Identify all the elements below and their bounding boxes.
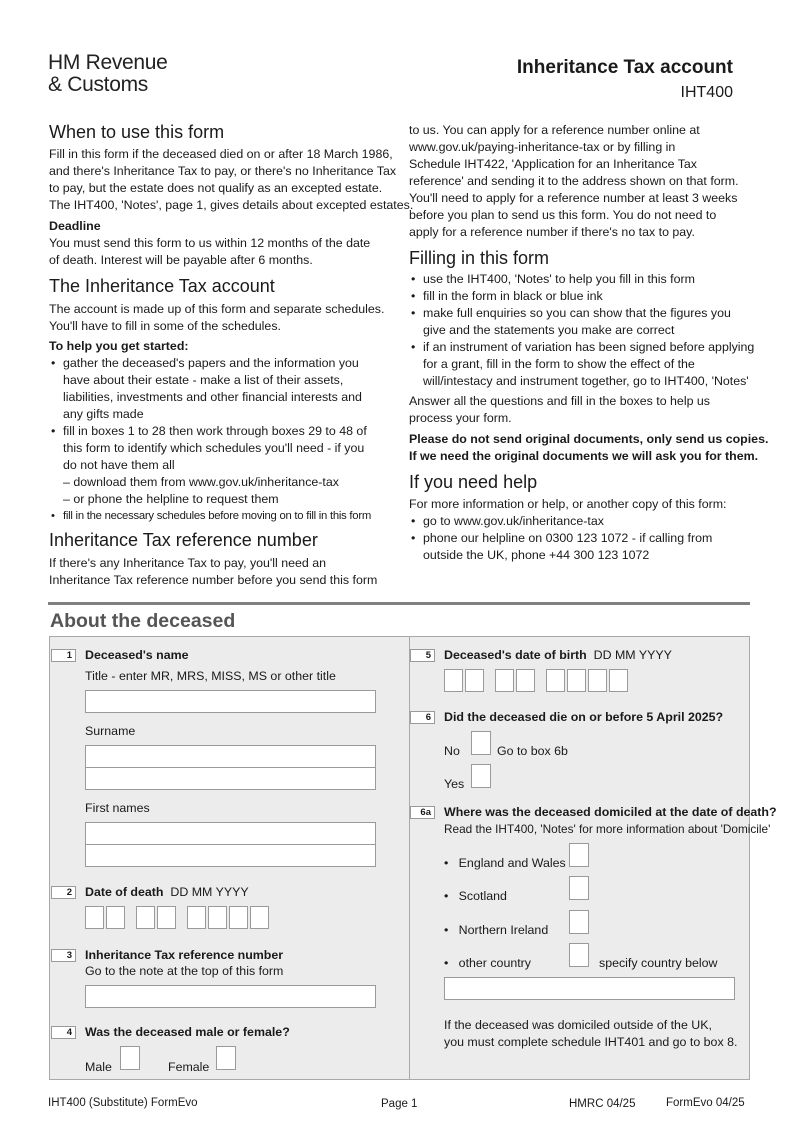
- list-item: • fill in the form in black or blue ink: [409, 288, 754, 305]
- reference-number-field[interactable]: [85, 985, 376, 1008]
- surname-field-line-2[interactable]: [85, 767, 376, 790]
- date-of-birth-month-digit-2[interactable]: [516, 669, 535, 692]
- box-number-1: 1: [51, 649, 76, 662]
- domicile-label: Where was the deceased domiciled at the date of death?: [444, 805, 777, 819]
- help-list: [409, 513, 754, 564]
- text-line: of death. Interest will be payable after 6 months.: [49, 253, 313, 267]
- text-line: reference' and sending it to the address shown on that form.: [409, 174, 739, 188]
- box-number-3: 3: [51, 949, 76, 962]
- logo-line-2: & Customs: [48, 73, 148, 96]
- northern-ireland-checkbox[interactable]: [569, 910, 589, 934]
- surname-field-line-1[interactable]: [85, 745, 376, 768]
- account-paragraph: [49, 301, 384, 335]
- box-number-5: 5: [410, 649, 435, 662]
- date-of-death-month-digit-2[interactable]: [157, 906, 176, 929]
- date-of-birth-day-digit-1[interactable]: [444, 669, 463, 692]
- reference-paragraph-continued: [409, 122, 739, 241]
- column-divider: [409, 636, 410, 1080]
- date-format-hint: DD MM YYYY: [593, 648, 672, 662]
- surname-label: Surname: [85, 724, 136, 738]
- text-line: The account is made up of this form and separate schedules.: [49, 302, 385, 316]
- other-country-checkbox[interactable]: [569, 943, 589, 967]
- logo-line-1: HM Revenue: [48, 51, 168, 74]
- text-line: Fill in this form if the deceased died on or after 18 March 1986,: [49, 147, 393, 161]
- date-of-birth-label: Deceased's date of birth DD MM YYYY: [444, 648, 672, 662]
- female-checkbox[interactable]: [216, 1046, 236, 1070]
- help-paragraph: [409, 496, 726, 513]
- text-line: If there's any Inheritance Tax to pay, you'll need an: [49, 556, 327, 570]
- text-line: process your form.: [409, 411, 512, 425]
- list-item: • fill in boxes 1 to 28 then work through boxes 29 to 48 of this form to identify which schedules you'll need - if you do not have them all: [49, 423, 399, 474]
- box-number-6a: 6a: [410, 806, 435, 819]
- date-of-death-year-digit-4[interactable]: [250, 906, 269, 929]
- deadline-paragraph: [49, 235, 370, 269]
- text-line: For more information or help, or another copy of this form:: [409, 497, 727, 511]
- text-line: Please do not send original documents, only send us copies.: [409, 432, 769, 446]
- list-item: • go to www.gov.uk/inheritance-tax: [409, 513, 754, 530]
- domicile-option-northern-ireland: • Northern Ireland: [444, 923, 549, 937]
- first-names-label: First names: [85, 801, 150, 815]
- date-of-death-year-digit-1[interactable]: [187, 906, 206, 929]
- domicile-option-england-wales: • England and Wales: [444, 856, 566, 870]
- text-line: www.gov.uk/paying-inheritance-tax or by filling in: [409, 140, 676, 154]
- footer-hmrc-version: HMRC 04/25: [569, 1098, 636, 1110]
- domicile-option-other-country: • other country: [444, 956, 531, 970]
- list-item: • make full enquiries so you can show that the figures you give and the statements you make are correct: [409, 305, 754, 339]
- first-names-field-line-2[interactable]: [85, 844, 376, 867]
- footer-formevo-version: FormEvo 04/25: [666, 1097, 745, 1109]
- hmrc-logo: [48, 52, 168, 96]
- date-of-birth-day-digit-2[interactable]: [465, 669, 484, 692]
- date-of-death-day-digit-2[interactable]: [106, 906, 125, 929]
- domicile-option-scotland: • Scotland: [444, 889, 507, 903]
- yes-checkbox[interactable]: [471, 764, 491, 788]
- deadline-label: Deadline: [49, 219, 101, 233]
- date-of-death-year-digit-2[interactable]: [208, 906, 227, 929]
- text-line: before you plan to send us this form. You do not need to: [409, 208, 717, 222]
- box-number-6: 6: [410, 711, 435, 724]
- date-of-death-label: Date of death DD MM YYYY: [85, 885, 249, 899]
- list-item: • phone our helpline on 0300 123 1072 - if calling from outside the UK, phone +44 300 123 1072: [409, 530, 754, 564]
- text-line: Answer all the questions and fill in the boxes to help us: [409, 394, 710, 408]
- date-of-birth-month-digit-1[interactable]: [495, 669, 514, 692]
- text-line: You'll need to apply for a reference number at least 3 weeks: [409, 191, 738, 205]
- text-line: You must send this form to us within 12 months of the date: [49, 236, 371, 250]
- no-checkbox[interactable]: [471, 731, 491, 755]
- specify-country-note: specify country below: [599, 956, 718, 970]
- date-of-birth-year-digit-2[interactable]: [567, 669, 586, 692]
- filling-list: [409, 271, 754, 390]
- heading-need-help: If you need help: [409, 472, 538, 492]
- list-item: • fill in the necessary schedules before moving on to fill in this form: [49, 508, 399, 525]
- date-format-hint: DD MM YYYY: [170, 885, 249, 899]
- bullet: •: [444, 923, 449, 937]
- bullet: •: [444, 856, 449, 870]
- title-field[interactable]: [85, 690, 376, 713]
- date-of-birth-year-digit-3[interactable]: [588, 669, 607, 692]
- text-line: Schedule IHT422, 'Application for an Inheritance Tax: [409, 157, 697, 171]
- bullet: •: [444, 889, 449, 903]
- section-title: About the deceased: [50, 610, 236, 632]
- first-names-field-line-1[interactable]: [85, 822, 376, 845]
- deceased-name-label: Deceased's name: [85, 648, 189, 662]
- yes-label: Yes: [444, 777, 465, 791]
- male-female-label: Was the deceased male or female?: [85, 1025, 290, 1039]
- heading-filling-in: Filling in this form: [409, 248, 550, 268]
- domicile-instruction: Read the IHT400, 'Notes' for more information about 'Domicile': [444, 822, 771, 836]
- form-title: Inheritance Tax account: [516, 57, 733, 78]
- text-line: Inheritance Tax reference number before you send this form: [49, 573, 378, 587]
- male-label: Male: [85, 1060, 112, 1074]
- text-line: If we need the original documents we will ask you for them.: [409, 449, 759, 463]
- died-before-date-label: Did the deceased die on or before 5 April 2025?: [444, 710, 724, 724]
- box-number-2: 2: [51, 886, 76, 899]
- text-line: The IHT400, 'Notes', page 1, gives details about excepted estates.: [49, 198, 414, 212]
- other-country-field[interactable]: [444, 977, 735, 1000]
- footer-form-id: IHT400 (Substitute) FormEvo: [48, 1097, 198, 1109]
- date-of-birth-year-digit-1[interactable]: [546, 669, 565, 692]
- list-subitem: – download them from www.gov.uk/inheritance-tax: [63, 475, 339, 489]
- date-of-birth-year-digit-4[interactable]: [609, 669, 628, 692]
- heading-reference-number: Inheritance Tax reference number: [49, 530, 318, 550]
- date-of-death-month-digit-1[interactable]: [136, 906, 155, 929]
- domicile-outside-uk-note: [444, 1017, 737, 1051]
- scotland-checkbox[interactable]: [569, 876, 589, 900]
- get-started-list: [49, 355, 399, 525]
- list-subitem: – or phone the helpline to request them: [63, 492, 279, 506]
- bullet: •: [444, 956, 449, 970]
- date-of-death-day-digit-1[interactable]: [85, 906, 104, 929]
- text-line: to pay, but the estate does not qualify as an excepted estate.: [49, 181, 383, 195]
- list-item: • gather the deceased's papers and the information you have about their estate - make a list of their assets, liabilities, investments and other financial interests and any gifts made: [49, 355, 399, 423]
- male-checkbox[interactable]: [120, 1046, 140, 1070]
- text-line: You'll have to fill in some of the schedules.: [49, 319, 281, 333]
- date-of-death-year-digit-3[interactable]: [229, 906, 248, 929]
- reference-number-instruction: Go to the note at the top of this form: [85, 964, 284, 978]
- go-to-box-6b-note: Go to box 6b: [497, 744, 568, 758]
- section-rule: [48, 602, 750, 605]
- box-number-4: 4: [51, 1026, 76, 1039]
- list-item: • if an instrument of variation has been signed before applying for a grant, fill in the form to show the effect of the will/intestacy and instrument together, go to IHT400, 'Notes': [409, 339, 754, 390]
- england-wales-checkbox[interactable]: [569, 843, 589, 867]
- list-item: • use the IHT400, 'Notes' to help you fill in this form: [409, 271, 754, 288]
- form-code: IHT400: [680, 84, 733, 101]
- reference-paragraph: [49, 555, 377, 589]
- get-started-label: To help you get started:: [49, 339, 189, 353]
- when-paragraph: [49, 146, 413, 214]
- text-line: apply for a reference number if there's no tax to pay.: [409, 225, 695, 239]
- footer-page-number: Page 1: [381, 1098, 418, 1110]
- originals-notice: [409, 431, 768, 465]
- female-label: Female: [168, 1060, 210, 1074]
- no-label: No: [444, 744, 460, 758]
- answer-paragraph: [409, 393, 710, 427]
- text-line: you must complete schedule IHT401 and go to box 8.: [444, 1035, 738, 1049]
- heading-when-to-use: When to use this form: [49, 122, 225, 142]
- reference-number-label: Inheritance Tax reference number: [85, 948, 284, 962]
- text-line: to us. You can apply for a reference number online at: [409, 123, 700, 137]
- text-line: If the deceased was domiciled outside of the UK,: [444, 1018, 712, 1032]
- text-line: and there's Inheritance Tax to pay, or there's no Inheritance Tax: [49, 164, 397, 178]
- heading-iht-account: The Inheritance Tax account: [49, 276, 275, 296]
- title-instruction: Title - enter MR, MRS, MISS, MS or other title: [85, 669, 336, 683]
